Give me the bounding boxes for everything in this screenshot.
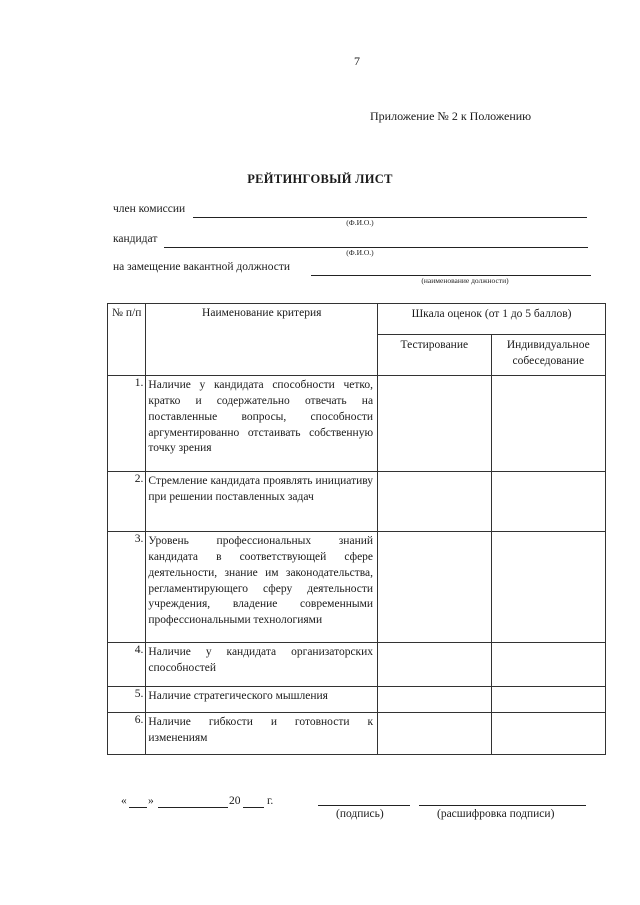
row-criterion: Уровень профессиональных знаний кандидата в соответствующей сфере деятельности, знание им законодательства, регламентирующего сферу деятельности учреждения, владение современными профессиональными технологиями — [148, 535, 374, 627]
signature-decode-caption: (расшифровка подписи) — [437, 808, 555, 820]
row-criterion: Наличие гибкости и готовности к изменениям — [148, 716, 374, 744]
candidate-label: кандидат — [113, 233, 158, 245]
vacancy-caption: (наименование должности) — [421, 276, 509, 285]
row-criterion: Стремление кандидата проявлять инициативу при решении поставленных задач — [148, 475, 374, 503]
testing-score-cell[interactable] — [378, 376, 492, 472]
row-criterion: Наличие у кандидата организаторских способностей — [148, 646, 374, 674]
row-number: 1. — [108, 376, 146, 472]
commission-member-caption: (Ф.И.О.) — [346, 218, 374, 227]
commission-member-line[interactable] — [193, 217, 587, 218]
row-criterion: Наличие стратегического мышления — [148, 690, 328, 702]
testing-score-cell[interactable] — [378, 643, 492, 687]
header-criterion: Наименование критерия — [146, 304, 378, 376]
interview-score-cell[interactable] — [491, 643, 605, 687]
document-title: РЕЙТИНГОВЫЙ ЛИСТ — [247, 172, 393, 186]
date-year-prefix: 20 — [229, 795, 241, 807]
page-number: 7 — [354, 54, 360, 68]
header-interview: Индивидуальное собеседование — [491, 335, 605, 376]
row-number: 5. — [108, 687, 146, 713]
appendix-heading: Приложение № 2 к Положению — [370, 109, 532, 123]
row-number: 6. — [108, 713, 146, 755]
signature-caption: (подпись) — [336, 808, 384, 820]
date-quote-close: » — [148, 795, 154, 807]
interview-score-cell[interactable] — [491, 376, 605, 472]
header-scale: Шкала оценок (от 1 до 5 баллов) — [378, 304, 606, 335]
testing-score-cell[interactable] — [378, 713, 492, 755]
testing-score-cell[interactable] — [378, 532, 492, 643]
interview-score-cell[interactable] — [491, 713, 605, 755]
interview-score-cell[interactable] — [491, 472, 605, 532]
rating-table — [107, 303, 606, 755]
interview-score-cell[interactable] — [491, 532, 605, 643]
date-year-suffix: г. — [267, 795, 274, 807]
testing-score-cell[interactable] — [378, 687, 492, 713]
signature-line[interactable] — [318, 805, 410, 806]
vacancy-label: на замещение вакантной должности — [113, 261, 291, 273]
date-day-line[interactable] — [129, 807, 147, 808]
testing-score-cell[interactable] — [378, 472, 492, 532]
commission-member-label: член комиссии — [113, 203, 186, 215]
date-month-line[interactable] — [158, 807, 228, 808]
interview-score-cell[interactable] — [491, 687, 605, 713]
row-number: 3. — [108, 532, 146, 643]
date-quote-open: « — [121, 795, 127, 807]
row-criterion: Наличие у кандидата способности четко, кратко и содержательно отвечать на поставленные вопросы, способности аргументированно отстаивать собственную точку зрения — [148, 379, 374, 455]
header-testing: Тестирование — [378, 335, 492, 376]
header-number: № п/п — [108, 304, 146, 376]
row-number: 2. — [108, 472, 146, 532]
date-year-line[interactable] — [243, 807, 264, 808]
signature-decode-line[interactable] — [419, 805, 586, 806]
candidate-caption: (Ф.И.О.) — [346, 248, 374, 257]
row-number: 4. — [108, 643, 146, 687]
